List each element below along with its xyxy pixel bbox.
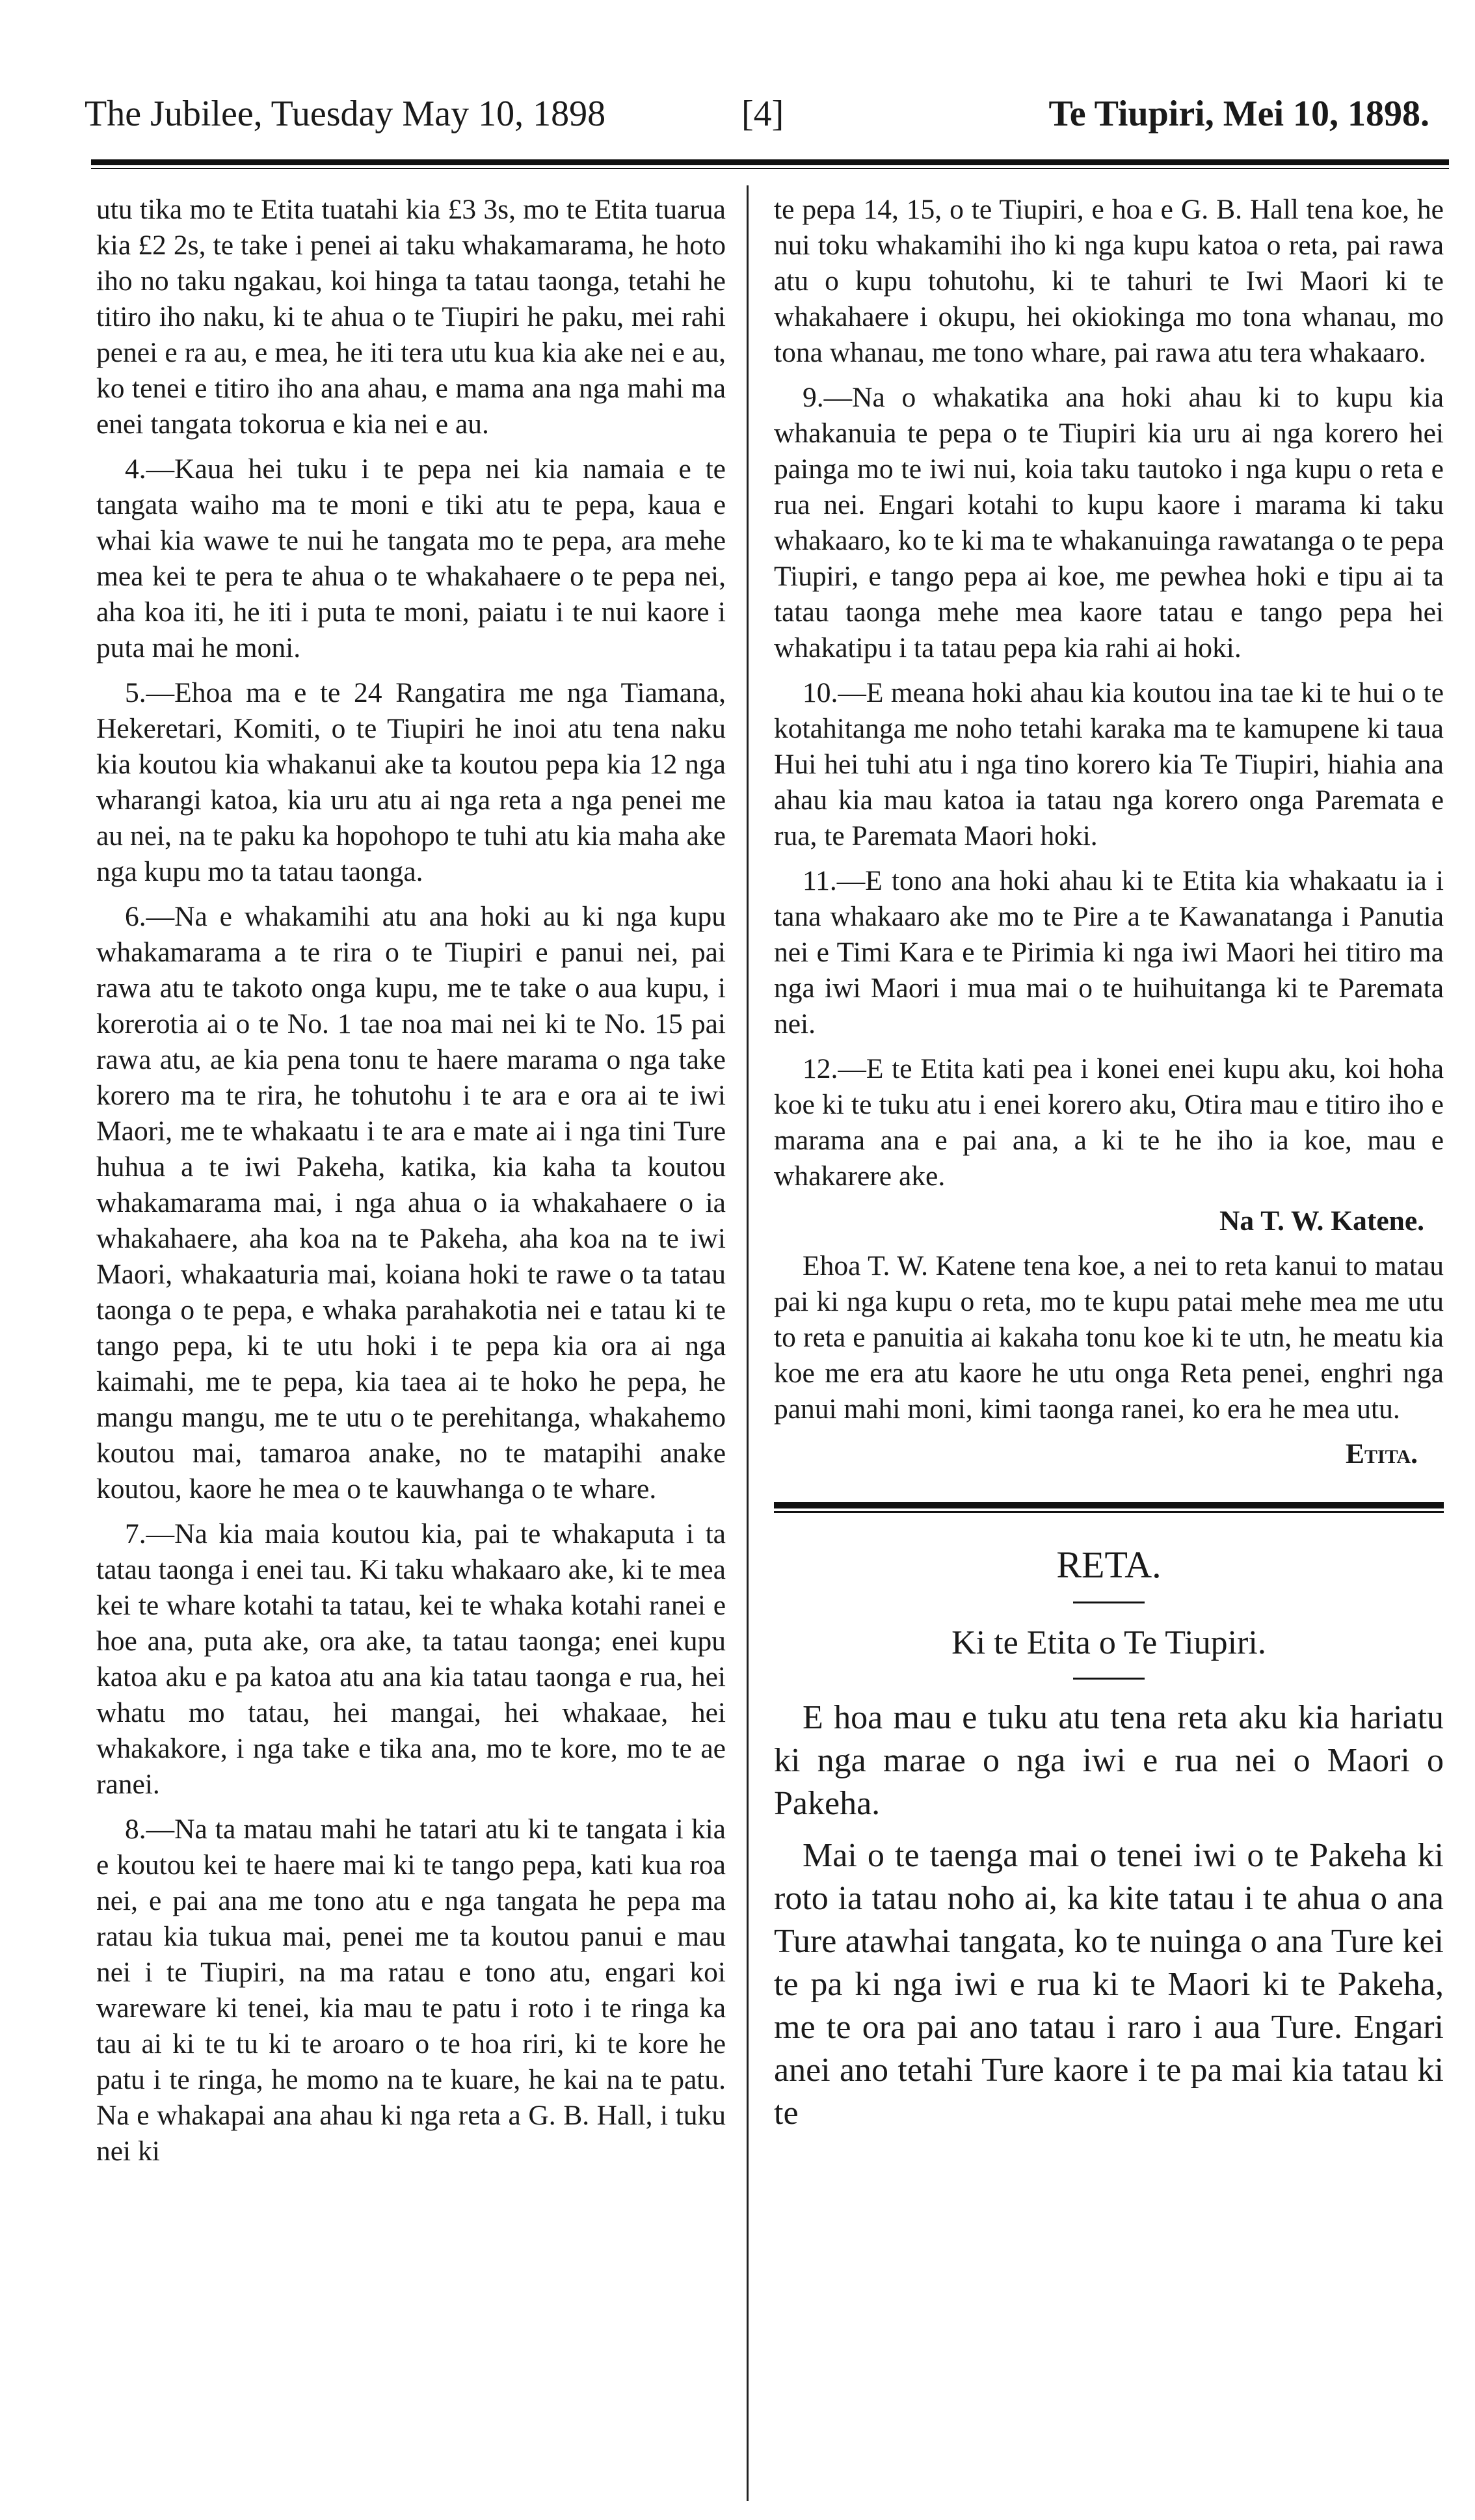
paragraph-8: 8.—Na ta matau mahi he tatari atu ki te tangata i kia e koutou kei te haere mai ki te tango pepa, kati kua roa nei, e pai ana me tono atu e nga tangata he pepa ma ratau kia tukua mai, penei me ta koutou panui e mau nei i te Tiupiri, na ma ratau e tono atu, engari koi wareware ki tenei, kia mau te patu i roto i te ringa ka tau ai ki te tu ki te aroaro o te hoa riri, ki te kore he patu i te ringa, he momo na te kuare, he kai na te patu. Na e whakapai ana ahau ki nga reta a G. B. Hall, i tuku nei ki (96, 1814, 726, 2167)
subtitle-rule (1073, 1678, 1145, 1680)
section-rule-thin (774, 1511, 1444, 1513)
paragraph-6: 6.—Na e whakamihi atu ana hoki au ki nga kupu whakamarama a te rira o te Tiupiri e panui nei, pai rawa atu te takoto onga kupu, me te take o aua kupu, i korerotia ai o te No. 1 tae noa mai nei ki te No. 15 pai rawa atu, ae kia pena tonu te haere marama o nga take korero ma te rira, he tohutohu i te ara e ora ai te iwi Maori, me te whakaatu i te ara e mate ai i nga tini Ture huhua a te iwi Pakeha, katika, kia kaha ta koutou whakamarama mai, i nga ahua o ia whakahaere o ia whakahaere, aha koa na te Pakeha, aha koa na te iwi Maori, whakaaturia mai, koiana hoki te rawe o ta tatau taonga o te pepa, e whaka parahakotia nei e tatau ki te tango pepa, ki te utu hoki i te pepa kia ora ai nga kaimahi, me te pepa, kia taea ai te hoko he pepa, he mangu mangu, me te utu o te perehitanga, whakahemo koutou mai, tamaroa anake, no te matapihi anake koutou, kaore he mea o te kauwhanga o te whare. (96, 901, 726, 1505)
right-column (774, 192, 1444, 2144)
page-header (72, 91, 1449, 143)
paragraph-7: 7.—Na kia maia koutou kia, pai te whakaputa i ta tatau taonga i enei tau. Ki taku whakaaro ake, ki te mea kei te whare kotahi ta tatau, kei te whaka kotahi ranei e hoe ana, puta ake, ora ake, ta tatau taonga; enei kupu katoa aku e pa katoa atu ana kia tatau taonga e rua, hei whatu mo tatau, hei mangai, hei whakaae, hei whakakore, i nga take e tika ana, mo te kore, mo te ae ranei. (96, 1518, 726, 1800)
header-english-title: The Jubilee, Tuesday May 10, 1898 (85, 94, 606, 134)
header-rule (91, 159, 1449, 165)
title-rule (1073, 1602, 1145, 1603)
paragraph-4: 4.—Kaua hei tuku i te pepa nei kia namaia e te tangata waiho ma te moni e tiki atu te pepa, kaua e whai kia wawe te nui he tangata mo te pepa, ara mehe mea kei te pera te ahua o te whakahaere o te pepa nei, aha koa iti, he iti i puta te moni, paiatu i te nui kaore i puta mai he moni. (96, 453, 726, 664)
signature: Na T. W. Katene. (1219, 1205, 1424, 1237)
editor-signature: Etita. (1345, 1438, 1418, 1469)
header-maori-title: Te Tiupiri, Mei 10, 1898. (1048, 94, 1429, 134)
paragraph: utu tika mo te Etita tuatahi kia £3 3s, mo te Etita tuarua kia £2 2s, te take i penei ai taku whakamarama, he hoto iho no taku ngakau, koi hinga ta tatau taonga, tetahi he titiro iho naku, ki te ahua o te Tiupiri he paku, mei rahi penei e ra au, e mea, he iti tera utu kua kia ake nei e au, ko tenei e titiro iho ana ahau, e mama ana nga mahi ma enei tangata tokorua e kia nei e au. (96, 194, 726, 440)
editor-reply: Ehoa T. W. Katene tena koe, a nei to reta kanui to matau pai ki nga kupu o reta, mo te kupu patai mehe mea me utu to reta e panuitia ai kakaha tonu koe ki te utn, he meatu kia koe me era atu kaore he utu onga Reta penei, enghri nga panui mahi moni, kimi taonga ranei, ko era he mea utu. (774, 1250, 1444, 1425)
left-column (96, 192, 726, 2178)
header-rule-thin (91, 168, 1449, 169)
section-subtitle: Ki te Etita o Te Tiupiri. (951, 1624, 1266, 1661)
paragraph-12: 12.—E te Etita kati pea i konei enei kupu aku, koi hoha koe ki te tuku atu i enei korero aku, Otira mau e titiro iho e marama ana e pai ana, a ki te he iho ia koe, mau e whakarere ake. (774, 1053, 1444, 1192)
paragraph: te pepa 14, 15, o te Tiupiri, e hoa e G. B. Hall tena koe, he nui toku whakamihi iho ki nga kupu katoa o reta, pai rawa atu o kupu tohutohu, ki te tahuri te Iwi Maori ki te whakahaere i okupu, hei okiokinga mo tona whanau, mo tona whanau, me tono whare, pai rawa atu tera whakaaro. (774, 194, 1444, 368)
letter-paragraph: Mai o te taenga mai o tenei iwi o te Pakeha ki roto ia tatau noho ai, ka kite tatau i te ahua o ana Ture atawhai tangata, ko te nuinga o ana Ture kei te pa ki nga iwi e rua ki te Maori ki te Pakeha, me te ora pai ano tatau i raro i aua Ture. Engari anei ano tetahi Ture kaore i te pa mai kia tatau ki te (774, 1837, 1444, 2132)
column-divider (747, 185, 749, 2501)
section-title: RETA. (1056, 1544, 1162, 1586)
paragraph-5: 5.—Ehoa ma e te 24 Rangatira me nga Tiamana, Hekeretari, Komiti, o te Tiupiri he inoi atu tena naku kia koutou kia whakanui ake ta koutou pepa kia 12 nga wharangi katoa, kia uru atu ai nga reta a nga penei me au nei, na te paku ka hopohopo te tuhi atu kia maha ake nga kupu mo ta tatau taonga. (96, 677, 726, 887)
paragraph-11: 11.—E tono ana hoki ahau ki te Etita kia whakaatu ia i tana whakaaro ake mo te Pire a te Kawanatanga i Panutia nei e Timi Kara e te Pirimia ki nga iwi Maori hei titiro ma nga iwi Maori i mua mai o te huihuitanga ki te Paremata nei. (774, 865, 1444, 1039)
page-number: [4] (741, 94, 784, 134)
paragraph-9: 9.—Na o whakatika ana hoki ahau ki to kupu kia whakanuia te pepa o te Tiupiri kia uru ai nga korero hei painga mo te iwi nui, koia taku tautoko i nga kupu o reta e rua nei. Engari kotahi to kupu kaore i marama ki taku whakaaro, ko te ki ma te whakanuinga rawatanga o te pepa Tiupiri, e tango pepa ai koe, me pewhea hoki e tipu ai ta tatau taonga mehe mea kaore tatau e tango pepa hei whakatipu i ta tatau pepa kia rahi ai hoki. (774, 382, 1444, 664)
letter-paragraph: E hoa mau e tuku atu tena reta aku kia hariatu ki nga marae o nga iwi e rua nei o Maori o Pakeha. (774, 1699, 1444, 1822)
paragraph-10: 10.—E meana hoki ahau kia koutou ina tae ki te hui o te kotahitanga me noho tetahi karaka ma te kamupene ki taua Hui hei tuhi atu i nga tino korero kia Te Tiupiri, hiahia ana ahau kia mau katoa ia tatau nga korero onga Paremata e rua, te Paremata Maori hoki. (774, 677, 1444, 851)
section-rule (774, 1502, 1444, 1508)
